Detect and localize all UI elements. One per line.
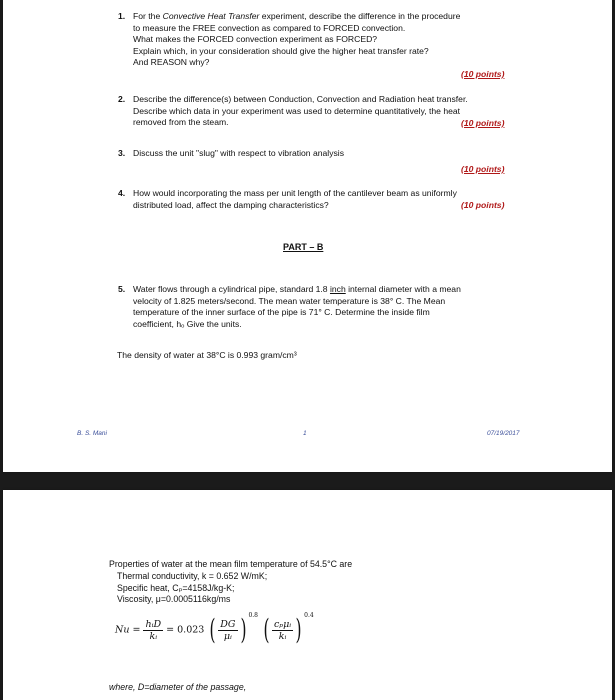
- q5-line: coefficient, hₒ Give the units.: [133, 318, 242, 329]
- q1-line: What makes the FORCED convection experiment as FORCED?: [133, 34, 378, 45]
- formula-exponent-1: 0.8: [248, 612, 258, 619]
- properties-title: Properties of water at the mean film temperature of 54.5°C are: [109, 559, 353, 569]
- question-1-number: 1.: [118, 11, 126, 21]
- question-5-number: 5.: [118, 284, 126, 294]
- properties-list: [117, 571, 267, 606]
- property-specific-heat: Specific heat, Cₚ=4158J/kg-K;: [117, 582, 235, 593]
- question-1-points: (10 points): [461, 69, 505, 79]
- document-page-1: [3, 0, 612, 472]
- formula-fraction-3: $\frac{\text{cₚμᵢ}}{\text{kᵢ}}$: [273, 618, 292, 642]
- question-2-points: (10 points): [461, 118, 505, 128]
- q1-line: to measure the FREE convection as compared to FORCED convection.: [133, 22, 406, 33]
- formula-exponent-2: 0.4: [304, 612, 314, 619]
- formula-lhs: Nu: [115, 624, 130, 636]
- where-note: where, D=diameter of the passage,: [109, 682, 247, 692]
- q1-line: And REASON why?: [133, 57, 210, 68]
- question-4-number: 4.: [118, 188, 126, 198]
- q4-line: distributed load, affect the damping characteristics?: [133, 199, 329, 210]
- q1-line-1-start: For the: [133, 11, 163, 21]
- water-density-note: The density of water at 38°C is 0.993 gram/cm³: [117, 350, 297, 360]
- q4-line: How would incorporating the mass per unit length of the cantilever beam as uniformly: [133, 188, 457, 198]
- question-4-text: [133, 188, 457, 211]
- question-4-points: (10 points): [461, 200, 505, 210]
- property-viscosity: Viscosity, μ=0.0005116kg/ms: [117, 594, 231, 605]
- part-b-heading: PART – B: [283, 242, 324, 252]
- q5-line-1: Water flows through a cylindrical pipe, standard 1.8 inch internal diameter with a mean: [133, 284, 461, 294]
- footer-author: B. S. Mani: [77, 430, 107, 437]
- question-2-text: [133, 94, 468, 129]
- footer-page-number: 1: [303, 430, 307, 437]
- footer-date: 07/19/2017: [487, 430, 520, 437]
- q3-line: Discuss the unit "slug" with respect to vibration analysis: [133, 148, 345, 158]
- formula-coefficient: 0.023: [177, 624, 205, 636]
- q5-line: velocity of 1.825 meters/second. The mean water temperature is 38° C. The Mean: [133, 295, 446, 306]
- q2-line: removed from the steam.: [133, 117, 229, 128]
- q1-line: Explain which, in your consideration should give the higher heat transfer rate?: [133, 45, 429, 56]
- q5-line: temperature of the inner surface of the pipe is 71° C. Determine the inside film: [133, 307, 430, 318]
- question-3-number: 3.: [118, 148, 126, 158]
- q2-line: Describe the difference(s) between Conduction, Convection and Radiation heat transfer.: [133, 94, 468, 104]
- question-3-text: [133, 148, 344, 160]
- question-2-number: 2.: [118, 94, 126, 104]
- document-page-2: [3, 490, 612, 700]
- property-thermal-conductivity: Thermal conductivity, k = 0.652 W/mK;: [117, 571, 268, 581]
- q2-line: Describe which data in your experiment was used to determine quantitatively, the heat: [133, 105, 461, 116]
- formula-fraction-1: $\frac{\text{hᵢD}}{\text{kᵢ}}$: [145, 618, 162, 642]
- question-5-text: [133, 284, 461, 330]
- nusselt-formula: Nu = $\frac{\text{hᵢD}}{\text{kᵢ}}$ = 0.023 ( $\frac{DG}{\text{μᵢ}}$ ) $^{0.8}$ ( $\frac{\text{cₚμᵢ}}{\text{kᵢ}}$ ) $^{0.4}$: [115, 612, 314, 646]
- q1-line-1-italic: Convective Heat Transfer: [162, 11, 260, 21]
- question-1-text: [133, 11, 460, 69]
- q1-line-1-end: experiment, describe the difference in the procedure: [259, 11, 461, 21]
- question-3-points: (10 points): [461, 164, 505, 174]
- formula-fraction-2: $\frac{DG}{\text{μᵢ}}$: [220, 618, 236, 642]
- q1-line: [133, 11, 460, 23]
